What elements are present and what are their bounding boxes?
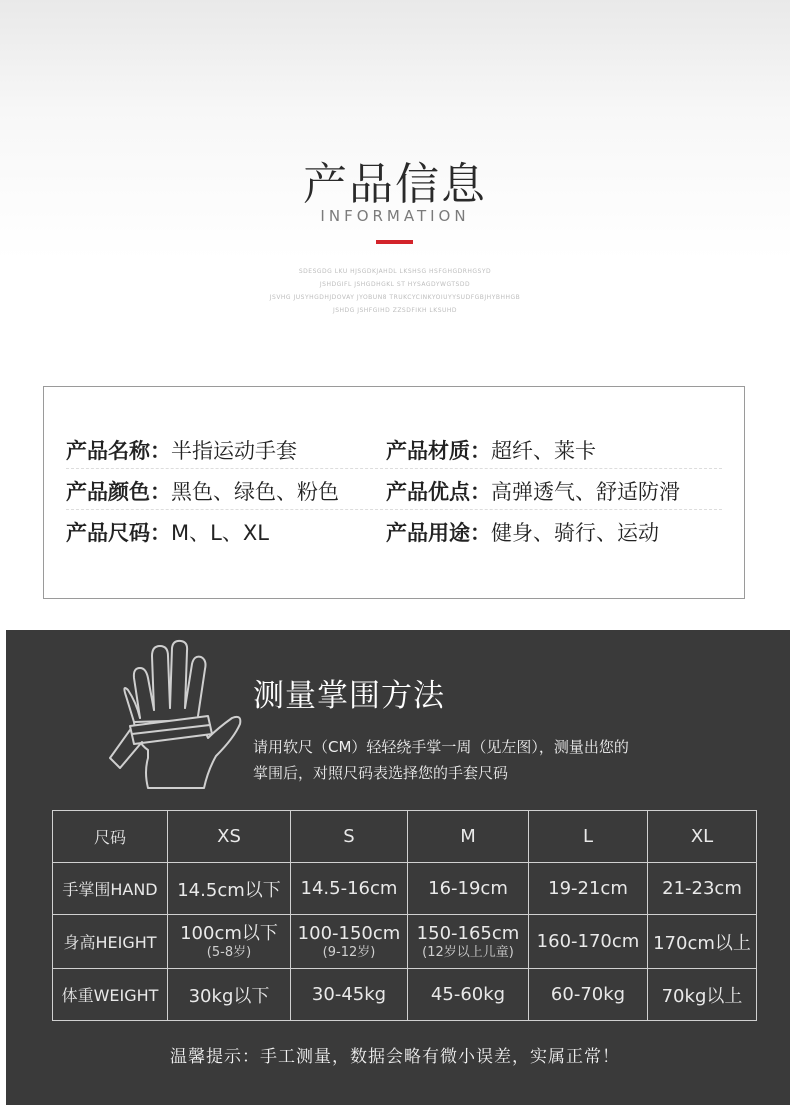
table-cell: 30kg以下 (168, 969, 291, 1021)
info-value: 半指运动手套 (171, 439, 297, 463)
measure-description (253, 734, 723, 786)
table-cell (168, 915, 291, 969)
table-cell: 体重WEIGHT (53, 969, 168, 1021)
table-cell (408, 915, 529, 969)
table-cell: M (408, 811, 529, 863)
table-cell: 身高HEIGHT (53, 915, 168, 969)
info-value: 超纤、莱卡 (491, 439, 596, 463)
table-cell: 14.5-16cm (291, 863, 408, 915)
info-label: 产品材质： (386, 439, 491, 463)
cell-value: 100-150cm (297, 922, 401, 944)
table-cell: 16-19cm (408, 863, 529, 915)
table-cell: 160-170cm (529, 915, 648, 969)
info-value: 黑色、绿色、粉色 (171, 480, 339, 504)
table-cell: 14.5cm以下 (168, 863, 291, 915)
cell-value: 150-165cm (416, 922, 520, 944)
table-cell: 45-60kg (408, 969, 529, 1021)
deco-text-line: JSVHG JUSYHGDHJDOVAY JYOBUN8 TRUKCYCINKYOIUYYSUDFGBJHYBHHGB (269, 294, 521, 301)
info-value: M、L、XL (171, 521, 269, 545)
measure-desc-line: 掌围后，对照尺码表选择您的手套尺码 (253, 764, 509, 782)
table-cell: 170cm以上 (648, 915, 757, 969)
info-label: 产品用途： (386, 521, 491, 545)
table-cell: 21-23cm (648, 863, 757, 915)
table-cell: 尺码 (53, 811, 168, 863)
info-row (66, 475, 722, 510)
table-row (53, 915, 757, 969)
table-row (53, 811, 757, 863)
table-cell: XL (648, 811, 757, 863)
table-cell: S (291, 811, 408, 863)
info-right (386, 434, 596, 468)
page-subtitle: INFORMATION (320, 207, 470, 225)
info-right (386, 475, 680, 509)
table-cell: L (529, 811, 648, 863)
info-label: 产品名称： (66, 439, 171, 463)
info-right (386, 516, 659, 550)
page-title: 产品信息 (303, 159, 487, 210)
info-left (66, 434, 297, 468)
info-label: 产品优点： (386, 480, 491, 504)
info-left (66, 516, 269, 550)
deco-text-line: SDESGDG LKU HJSGDKJAHDL LKSHSG HSFGHGDRHGSYD (298, 268, 492, 275)
info-row (66, 516, 722, 550)
info-value: 高弹透气、舒适防滑 (491, 480, 680, 504)
info-label: 产品颜色： (66, 480, 171, 504)
cell-note: (5-8岁) (206, 944, 252, 960)
info-label: 产品尺码： (66, 521, 171, 545)
hand-measuring-tape-icon (108, 638, 248, 798)
measure-title: 测量掌围方法 (253, 678, 445, 714)
accent-divider (376, 240, 413, 244)
size-chart-table (52, 810, 757, 1021)
info-left (66, 475, 339, 509)
table-cell (291, 915, 408, 969)
cell-note: (9-12岁) (322, 944, 376, 960)
deco-text-line: JSHDGIFL JSHGDHGKL ST HYSAGDYWGTSDD (319, 281, 471, 288)
info-row (66, 434, 722, 469)
cell-value: 100cm以下 (180, 922, 278, 944)
deco-text-line: JSHDG JSHFGIHD ZZSDFIKH LKSUHD (332, 307, 458, 314)
table-row (53, 863, 757, 915)
measure-desc-line: 请用软尺（CM）轻轻绕手掌一周（见左图），测量出您的 (253, 738, 629, 756)
table-cell: 60-70kg (529, 969, 648, 1021)
table-row (53, 969, 757, 1021)
table-cell: 19-21cm (529, 863, 648, 915)
cell-note: (12岁以上儿童) (422, 944, 514, 960)
table-cell: 30-45kg (291, 969, 408, 1021)
table-cell: 70kg以上 (648, 969, 757, 1021)
info-value: 健身、骑行、运动 (491, 521, 659, 545)
product-info-box (43, 386, 745, 599)
table-cell: 手掌围HAND (53, 863, 168, 915)
footer-note: 温馨提示：手工测量，数据会略有微小误差，实属正常！ (170, 1047, 620, 1067)
table-cell: XS (168, 811, 291, 863)
